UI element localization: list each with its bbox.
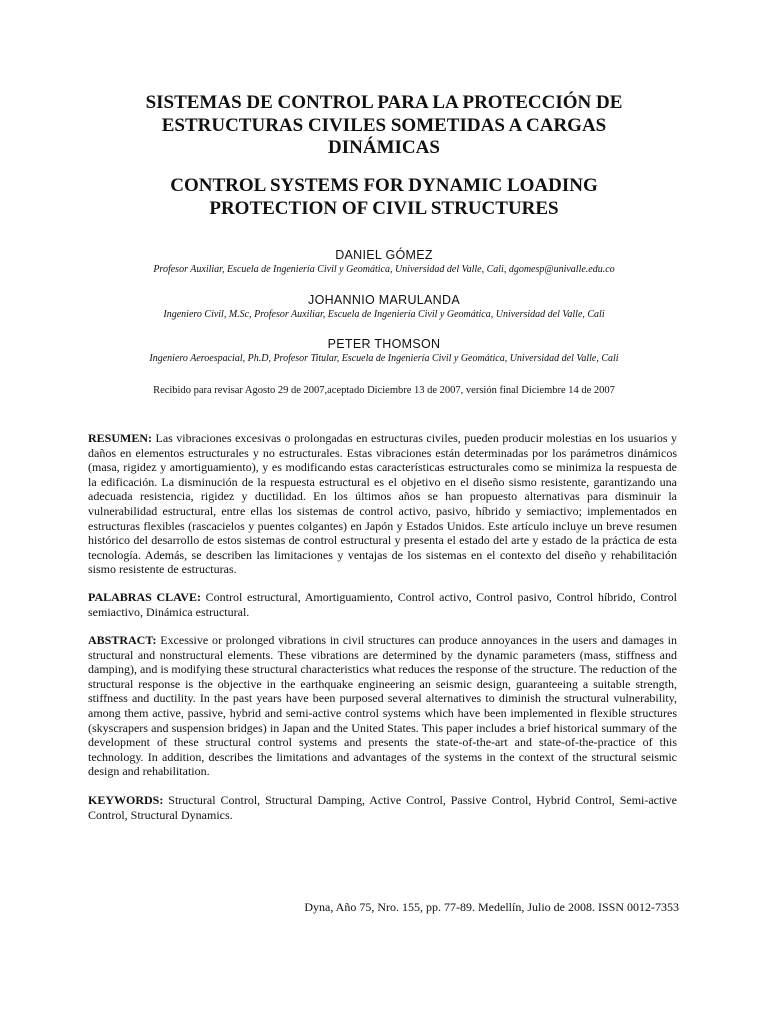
resumen-text: Las vibraciones excesivas o prolongadas en estructuras civiles, pueden producir molestias en los usuarios y daños en elementos estructurales y no estructurales. Estas vibraciones están determinadas por los parámetros dinámicos (masa, rigidez y amortiguamiento), y es modificando estas características estructurales como se minimiza la respuesta de la edificación. La disminución de la respuesta estructural es el objetivo en el diseño sismo resistente, garantizando una adecuada resistencia, rigidez y ductilidad. En los últimos años se han propuesto alternativas para disminuir la vulnerabilidad estructural, entre ellas los sistemas de control activo, pasivo, híbrido y semiactivo; implementados en estructuras flexibles (rascacielos y puentes colgantes) en Japón y Estados Unidos. Este artículo incluye un breve resumen histórico del desarrollo de estos sistemas de control estructural y presenta el estado del arte y estado de la práctica de esta tecnología. Además, se describen las limitaciones y ventajas de los sistemas en el contexto del diseño y rehabilitación sismo resistente de estructuras. (88, 431, 678, 577)
author-affiliation: Profesor Auxiliar, Escuela de Ingeniería Civil y Geomática, Universidad del Valle, Cali, dgomesp@univalle.edu.co (153, 264, 615, 275)
spanish-title-line: SISTEMAS DE CONTROL PARA LA PROTECCIÓN DE (145, 92, 623, 113)
english-title (100, 175, 668, 220)
author-block (60, 292, 708, 321)
english-title-line: CONTROL SYSTEMS FOR DYNAMIC LOADING (170, 175, 598, 196)
abstract-paragraph (88, 633, 677, 779)
journal-citation-footer: Dyna, Año 75, Nro. 155, pp. 77-89. Medellín, Julio de 2008. ISSN 0012-7353 (304, 900, 679, 914)
received-dates: Recibido para revisar Agosto 29 de 2007,aceptado Diciembre 13 de 2007, versión final Diciembre 14 de 2007 (153, 385, 615, 396)
author-block (60, 247, 708, 276)
author-affiliation: Ingeniero Aeroespacial, Ph.D, Profesor Titular, Escuela de Ingeniería Civil y Geomática, Universidad del Valle, Cali (149, 353, 619, 364)
keywords-text: Structural Control, Structural Damping, Active Control, Passive Control, Hybrid Control, Semi-active Control, Structural Dynamics. (88, 793, 678, 822)
english-title-line: PROTECTION OF CIVIL STRUCTURES (209, 197, 559, 219)
resumen-paragraph (88, 431, 677, 577)
spanish-title-line: ESTRUCTURAS CIVILES SOMETIDAS A CARGAS (161, 114, 607, 136)
author-affiliation: Ingeniero Civil, M.Sc, Profesor Auxiliar, Escuela de Ingeniería Civil y Geomática, Universidad del Valle, Cali (163, 309, 605, 320)
abstract-text: Excessive or prolonged vibrations in civil structures can produce annoyances in the users and damages in structural and nonstructural elements. These vibrations are determined by the dynamic parameters (mass, stiffness and damping), and is modifying these structural characteristics what reduces the response of the structure. The reduction of the structural response is the objective in the earthquake engineering an seismic design, guaranteeing a suitable strength, stiffness and ductility. In the past years have been purposed several alternatives to diminish the structural vulnerability, among them active, passive, hybrid and semi-active control systems which have been implemented in flexible structures (skyscrapers and suspension bridges) in Japan and the United States. This paper includes a brief historical summary of the development of these structural control systems and presents the state-of-the-art and state-of-the-practice of this technology. In addition, describes the limitations and advantages of the systems in the context of the structural seismic design and rehabilitation. (88, 633, 677, 779)
keywords-paragraph (88, 793, 677, 822)
keywords-label: KEYWORDS: (88, 793, 164, 807)
palabras-clave-label: PALABRAS CLAVE: (88, 590, 201, 604)
author-block (60, 336, 708, 365)
resumen-label: RESUMEN: (88, 431, 153, 445)
palabras-clave-text: Control estructural, Amortiguamiento, Control activo, Control pasivo, Control híbrido, Control semiactivo, Dinámica estructural. (88, 590, 678, 619)
spanish-title (100, 92, 668, 160)
abstract-label: ABSTRACT: (88, 633, 157, 647)
spanish-title-line: DINÁMICAS (328, 137, 440, 158)
author-name: DANIEL GÓMEZ (335, 248, 433, 262)
palabras-clave-paragraph (88, 590, 677, 619)
author-name: JOHANNIO MARULANDA (308, 293, 460, 307)
author-name: PETER THOMSON (327, 337, 441, 351)
